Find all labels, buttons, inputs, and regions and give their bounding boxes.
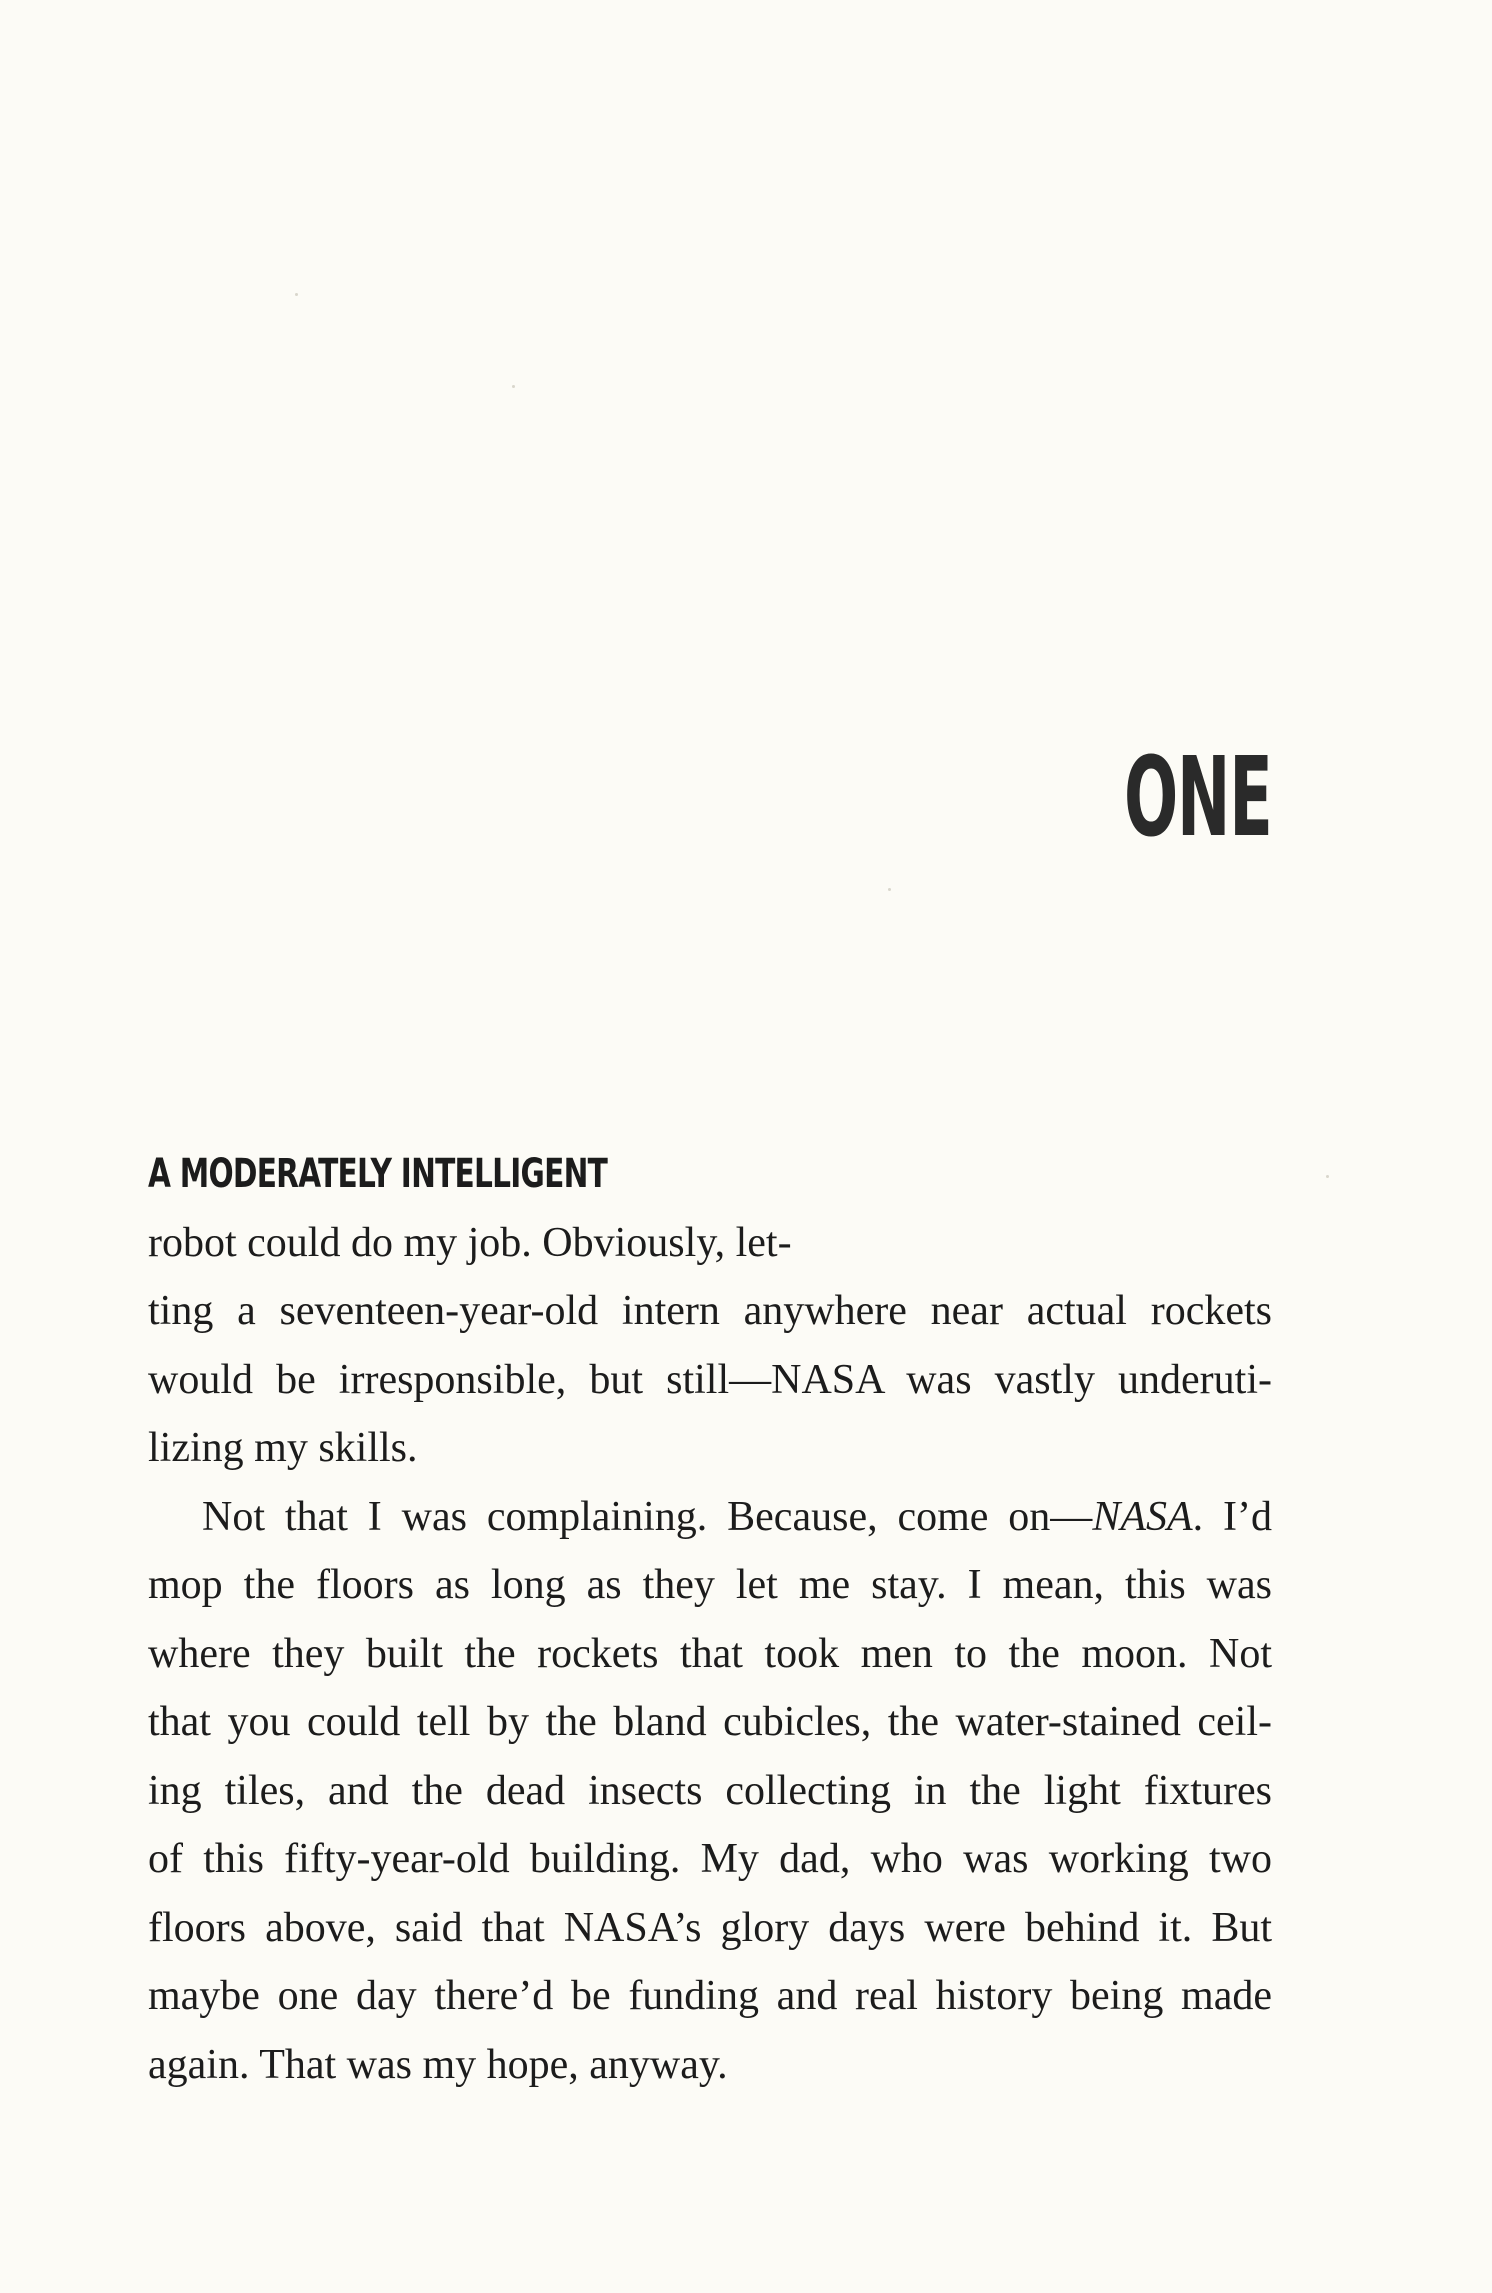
line-text: robot could do my job. Obviously, let- bbox=[148, 1219, 792, 1266]
line-text: . I’d bbox=[1192, 1493, 1272, 1540]
text-line: would be irresponsible, but still—NASA was vastly underuti- bbox=[148, 1356, 1272, 1403]
text-line: that you could tell by the bland cubicles, the water-stained ceil- bbox=[148, 1699, 1272, 1745]
text-line: mop the floors as long as they let me stay. I mean, this was bbox=[148, 1562, 1272, 1608]
text-line: again. That was my hope, anyway. bbox=[148, 2041, 728, 2088]
text-line: where they built the rockets that took men to the moon. Not bbox=[148, 1630, 1272, 1677]
text-line: lizing my skills. bbox=[148, 1425, 418, 1471]
paragraph-1 bbox=[148, 1140, 1272, 1483]
text-line: of this fifty-year-old building. My dad, who was working two bbox=[148, 1836, 1272, 1882]
line-text: Not that I was complaining. Because, come on— bbox=[202, 1493, 1093, 1540]
emphasis-text: NASA bbox=[1092, 1493, 1193, 1540]
chapter-title: ONE bbox=[1124, 733, 1272, 861]
paragraph-2 bbox=[148, 1483, 1272, 2100]
text-line: ing tiles, and the dead insects collecting in the light fixtures bbox=[148, 1767, 1272, 1814]
paper-speck bbox=[1326, 1175, 1329, 1178]
text-line bbox=[148, 1140, 1272, 1277]
text-line: ting a seventeen-year-old intern anywhere near actual rockets bbox=[148, 1288, 1272, 1334]
paper-speck bbox=[888, 888, 891, 891]
text-line: floors above, said that NASA’s glory days were behind it. But bbox=[148, 1904, 1272, 1951]
paper-speck bbox=[295, 293, 298, 296]
paper-speck bbox=[512, 385, 515, 388]
text-line: maybe one day there’d be funding and real history being made bbox=[148, 1973, 1272, 2019]
text-line bbox=[148, 1483, 1272, 1552]
chapter-body bbox=[148, 1140, 1272, 2099]
lead-in-small-caps: A MODERATELY INTELLIGENT bbox=[148, 1151, 608, 1197]
